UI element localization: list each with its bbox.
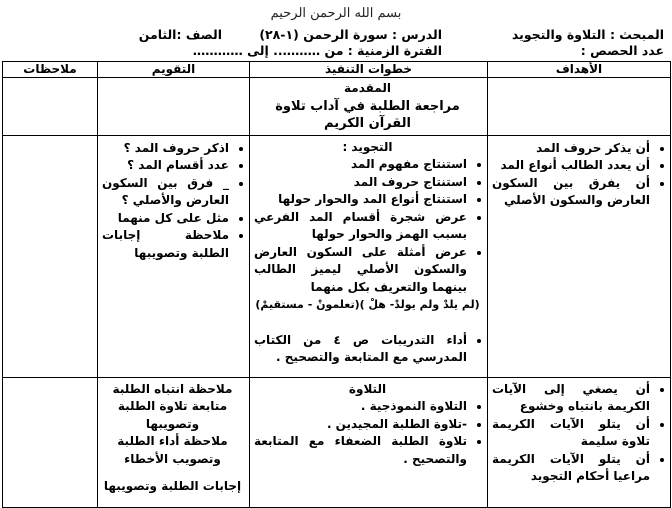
tajweed-title: التجويد : <box>342 139 393 154</box>
goals-cell <box>488 135 671 377</box>
evaluation-item: • عدد أقسام المد ؟ <box>102 157 229 175</box>
evaluation-item: ملاحظة انتباه الطلبة <box>112 381 233 396</box>
steps-cell <box>250 78 488 136</box>
timeframe-label: الفترة الزمنية : من ……….. إلى ………… <box>192 43 442 58</box>
evaluation-item: • اذكر حروف المد ؟ <box>102 140 229 158</box>
goal-item: • أن يذكر حروف المد <box>492 140 650 158</box>
col-steps-header: خطوات التنفيذ <box>250 62 488 78</box>
exercise-item: • أداء التدريبات ص ٤ من الكتاب المدرسي مع المتابعة والتصحيح . <box>254 332 467 367</box>
notes-cell <box>3 135 98 377</box>
table-row <box>3 135 671 377</box>
goals-cell <box>488 78 671 136</box>
subject-label: المبحث : التلاوة والتجويد <box>511 27 664 42</box>
step-item: • التلاوة النموذجية . <box>254 398 467 416</box>
evaluation-item: • ملاحظة إجابات الطلبة وتصويبها <box>102 227 229 262</box>
intro-title: المقدمة <box>344 81 391 95</box>
evaluation-item: ملاحظة أداء الطلبة وتصويب الأخطاء <box>117 434 228 466</box>
bismillah-header: بسم الله الرحمن الرحيم <box>270 6 402 21</box>
table-header-row <box>3 62 671 78</box>
evaluation-cell <box>98 78 250 136</box>
evaluation-item: إجابات الطلبة وتصويبها <box>103 479 242 493</box>
lesson-plan-table <box>2 61 671 508</box>
table-row <box>3 78 671 136</box>
col-notes-header: ملاحظات <box>3 62 98 78</box>
evaluation-item: متابعة تلاوة الطلبة وتصويبها <box>117 399 228 431</box>
lesson-label: الدرس : سورة الرحمن (١-٢٨) <box>259 27 442 42</box>
goal-item: • أن يصغي إلى الآيات الكريمة بانتباه وخشوع <box>492 381 650 416</box>
notes-cell <box>3 377 98 507</box>
evaluation-item: • مثل على كل منهما <box>102 210 229 228</box>
steps-cell <box>250 135 488 377</box>
evaluation-item: • _ فرق بين السكون العارض والأصلي ؟ <box>102 175 229 210</box>
step-item: • استنتاج حروف المد <box>254 174 467 192</box>
step-item: • عرض أمثلة على السكون العارض والسكون الأصلي ليميز الطالب بينهما والتعريف بكل منهما <box>254 244 467 297</box>
header-line-1 <box>0 27 672 43</box>
step-item: • عرض شجرة أقسام المد الفرعي بسبب الهمز والحوار حولها <box>254 209 467 244</box>
goal-item: • أن يعدد الطالب أنواع المد <box>492 157 650 175</box>
table-row <box>3 377 671 507</box>
goal-item: • أن يتلو الآيات الكريمة تلاوة سليمة <box>492 416 650 451</box>
step-item: • استنتاج أنواع المد والحوار حولها <box>254 191 467 209</box>
step-item: • -تلاوة الطلبة المجيدين . <box>254 416 467 434</box>
notes-cell <box>3 78 98 136</box>
col-evaluation-header: التقويم <box>98 62 250 78</box>
grade-label: الصف :الثامن <box>138 27 222 42</box>
evaluation-cell <box>98 377 250 507</box>
col-goals-header: الأهداف <box>488 62 671 78</box>
periods-label: عدد الحصص : <box>580 43 664 58</box>
tajweed-examples: (لم يلدْ ولم يولدْ- هلْ )(تعلمونْ - مستقيمْ) <box>255 298 480 311</box>
recitation-title: التلاوة <box>348 381 387 396</box>
steps-cell <box>250 377 488 507</box>
goal-item: • أن يتلو الآيات الكريمة مراعيا أحكام التجويد <box>492 451 650 486</box>
step-item: • استنتاج مفهوم المد <box>254 156 467 174</box>
goal-item: • أن يفرق بين السكون العارض والسكون الأصلي <box>492 175 650 210</box>
evaluation-cell <box>98 135 250 377</box>
intro-text: مراجعة الطلبة في آداب تلاوة القرآن الكريم <box>275 98 460 131</box>
header-line-2 <box>0 43 672 59</box>
goals-cell <box>488 377 671 507</box>
step-item: • تلاوة الطلبة الضعفاء مع المتابعة والتصحيح . <box>254 433 467 468</box>
